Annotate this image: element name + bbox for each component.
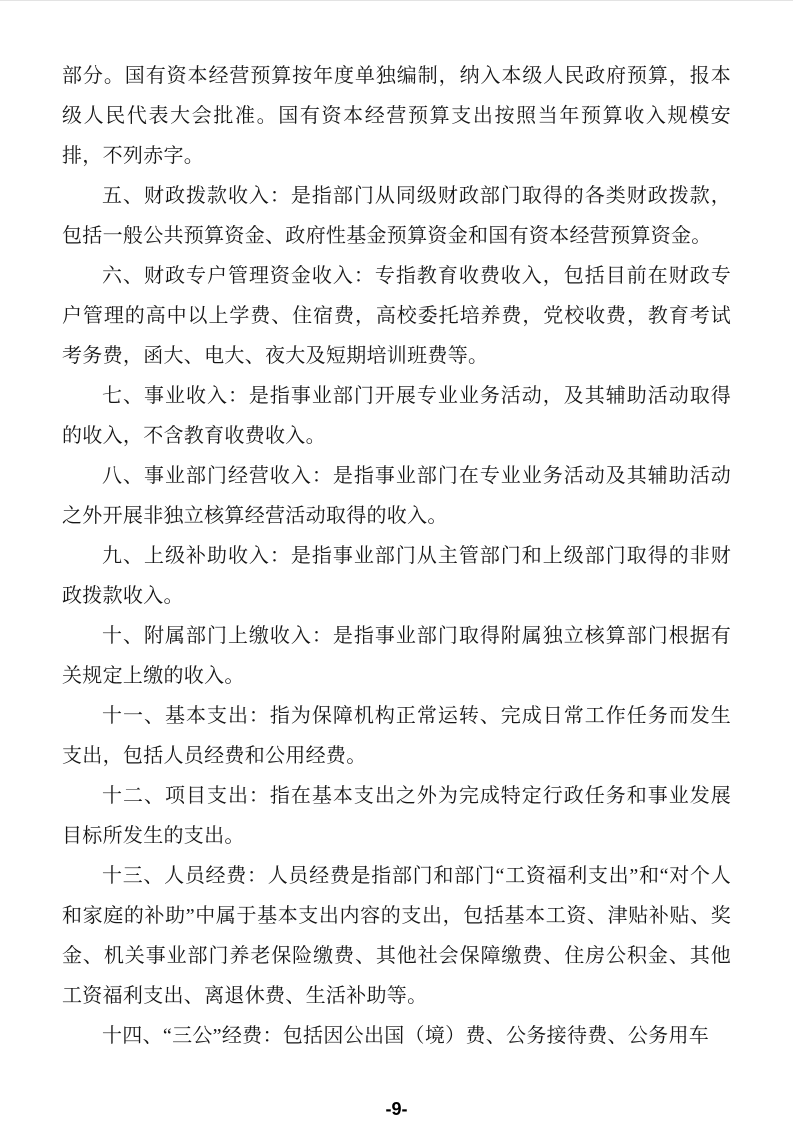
paragraph-item-13: 十三、人员经费：人员经费是指部门和部门“工资福利支出”和“对个人和家庭的补助”中属于基本支出内容的支出，包括基本工资、津贴补贴、奖金、机关事业部门养老保险缴费、其他社会保障缴费、住房公积金、其他工资福利支出、离退休费、生活补助等。	[62, 865, 731, 1007]
page-number: -9-	[385, 1099, 408, 1119]
paragraph-continuation: 部分。国有资本经营预算按年度单独编制，纳入本级人民政府预算，报本级人民代表大会批准。国有资本经营预算支出按照当年预算收入规模安排，不列赤字。	[62, 65, 731, 167]
paragraph-item-7: 七、事业收入：是指事业部门开展专业业务活动，及其辅助活动取得的收入，不含教育收费收入。	[62, 385, 731, 447]
paragraph-item-12: 十二、项目支出：指在基本支出之外为完成特定行政任务和事业发展目标所发生的支出。	[62, 785, 731, 847]
paragraph-item-6: 六、财政专户管理资金收入：专指教育收费收入，包括目前在财政专户管理的高中以上学费、住宿费，高校委托培养费，党校收费，教育考试考务费，函大、电大、夜大及短期培训班费等。	[62, 265, 731, 367]
paragraph-item-14: 十四、“三公”经费：包括因公出国（境）费、公务接待费、公务用车	[102, 1025, 710, 1047]
paragraph-item-9: 九、上级补助收入：是指事业部门从主管部门和上级部门取得的非财政拨款收入。	[62, 545, 731, 607]
paragraph-item-11: 十一、基本支出：指为保障机构正常运转、完成日常工作任务而发生支出，包括人员经费和公用经费。	[62, 705, 731, 767]
paragraph-item-5: 五、财政拨款收入：是指部门从同级财政部门取得的各类财政拨款，包括一般公共预算资金、政府性基金预算资金和国有资本经营预算资金。	[62, 185, 731, 247]
body-text	[62, 56, 731, 1056]
page-footer	[0, 1098, 793, 1122]
paragraph-item-10: 十、附属部门上缴收入：是指事业部门取得附属独立核算部门根据有关规定上缴的收入。	[62, 625, 731, 687]
paragraph-item-8: 八、事业部门经营收入：是指事业部门在专业业务活动及其辅助活动之外开展非独立核算经营活动取得的收入。	[62, 465, 731, 527]
